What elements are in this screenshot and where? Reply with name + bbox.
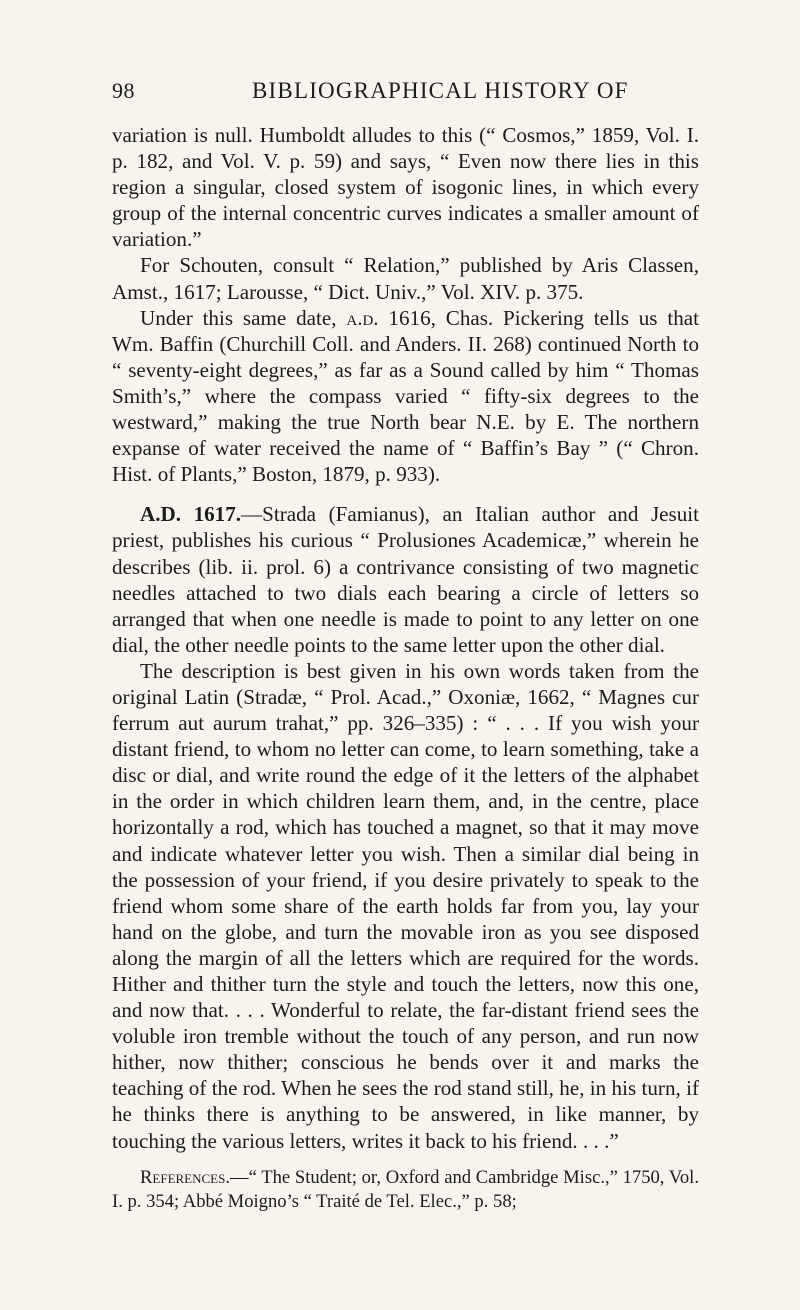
references xyxy=(112,1166,699,1214)
entry-date-heading: A.D. 1617. xyxy=(140,502,242,527)
references-label: References. xyxy=(140,1166,231,1188)
anno-domini-abbrev: a.d. xyxy=(346,305,379,330)
baffin-text-rest: 1616, Chas. Pickering tells us that Wm. Baffin (Churchill Coll. and Anders. II. 268) continued North to “ seventy-eight degrees,” as far as a Sound called by him “ Thomas Smith’s,” where the compass varied “ fifty-six degrees to the westward,” making the true North bear N.E. by E. The northern expanse of water received the name of “ Baffin’s Bay ” (“ Chron. Hist. of Plants,” Boston, 1879, p. 933). xyxy=(112,305,699,487)
running-head: BIBLIOGRAPHICAL HISTORY OF xyxy=(252,78,629,103)
paragraph-strada-quote: The description is best given in his own words taken from the original Latin (Stradæ, “ Prol. Acad.,” Oxoniæ, 1662, “ Magnes cur ferrum aut aurum trahat,” pp. 326–335) : “ . . . If you wish your distant friend, to whom no letter can come, to learn something, take a disc or dial, and write round the edge of it the letters of the alphabet in the order in which children learn them, and, in the centre, place horizontally a rod, which has touched a magnet, so that it may move and indicate whatever letter you wish. Then a similar dial being in the possession of your friend, if you desire privately to speak to the friend whom some share of the earth holds far from you, lay your hand on the globe, and turn the movable iron as you see disposed along the margin of all the letters which are required for the words. Hither and thither turn the style and touch the letters, now this one, and now that. . . . Wonderful to relate, the far-distant friend sees the voluble iron tremble without the touch of any person, and run now hither, now thither; conscious he bends over it and marks the teaching of the rod. When he sees the rod stand still, he, in his turn, if he thinks there is anything to be answered, in like manner, by touching the various letters, writes it back to his friend. . . .” xyxy=(112,658,699,1153)
paragraph-continuation: variation is null. Humboldt alludes to this (“ Cosmos,” 1859, Vol. I. p. 182, and Vol. V. p. 59) and says, “ Even now there lies in this region a singular, closed system of isogonic lines, in which every group of the internal concentric curves indicates a smaller amount of variation.” xyxy=(112,123,699,252)
entry-1617-text: —Strada (Famianus), an Italian author and Jesuit priest, publishes his curious “ Prolusiones Academicæ,” wherein he describes (lib. ii. prol. 6) a contrivance consisting of two magnetic needles attached to two dials each bearing a circle of letters so arranged that when one needle is made to point to any letter on one dial, the other needle points to the same letter upon the other dial. xyxy=(112,502,699,657)
page-header xyxy=(112,78,702,110)
page-number: 98 xyxy=(112,78,135,103)
baffin-text-prefix: Under this same date, xyxy=(140,305,347,330)
paragraph-schouten: For Schouten, consult “ Relation,” published by Aris Classen, Amst., 1617; Larousse, “ Dict. Univ.,” Vol. XIV. p. 375. xyxy=(112,253,699,304)
references-text: —“ The Student; or, Oxford and Cambridge Misc.,” 1750, Vol. I. p. 354; Abbé Moigno’s “ Traité de Tel. Elec.,” p. 58; xyxy=(112,1166,699,1212)
paragraph-baffin xyxy=(112,305,699,488)
entry-1617 xyxy=(112,501,699,658)
page-body xyxy=(112,122,699,1214)
